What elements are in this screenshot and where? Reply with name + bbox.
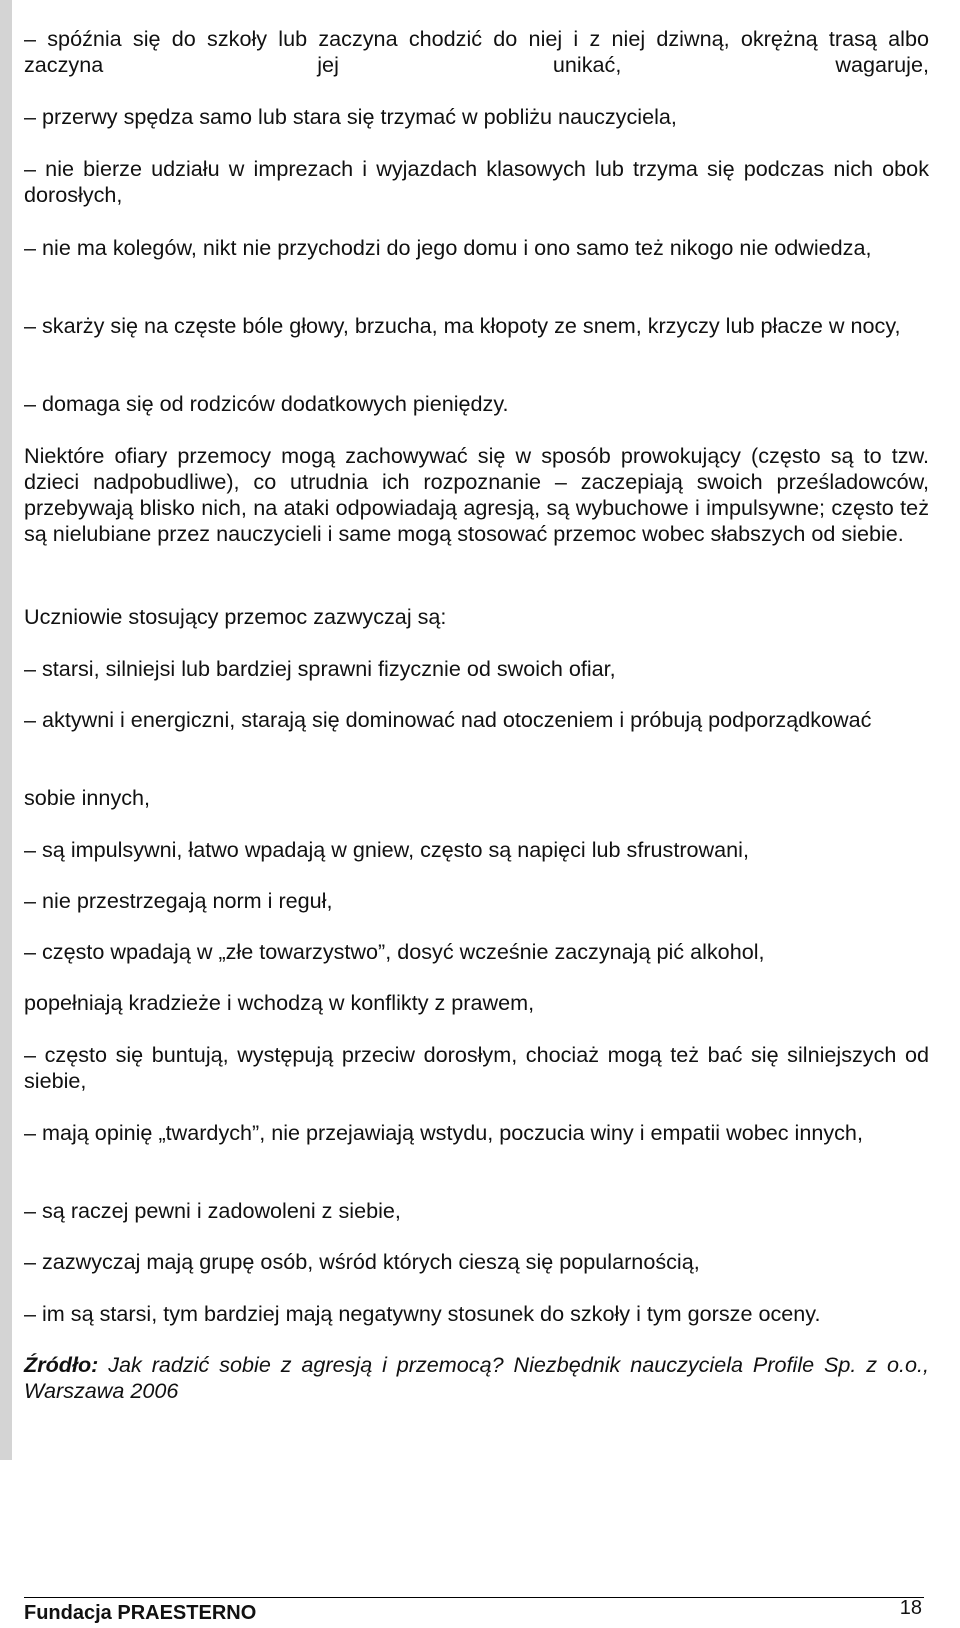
paragraph-15: popełniają kradzieże i wchodzą w konflikty z prawem, bbox=[24, 990, 535, 1015]
paragraph-11: sobie innych, bbox=[24, 785, 151, 810]
paragraph-13: – nie przestrzegają norm i reguł, bbox=[24, 888, 333, 913]
paragraph-16: – często się buntują, występują przeciw dorosłym, chociaż mogą też bać się silniejszych od siebie, bbox=[24, 1042, 929, 1093]
paragraph-8: Uczniowie stosujący przemoc zazwyczaj są: bbox=[24, 604, 447, 629]
paragraph-20: – im są starsi, tym bardziej mają negatywny stosunek do szkoły i tym gorsze oceny. bbox=[24, 1301, 821, 1326]
paragraph-17: – mają opinię „twardych”, nie przejawiają wstydu, poczucia winy i empatii wobec innych, bbox=[24, 1120, 863, 1145]
paragraph-12: – są impulsywni, łatwo wpadają w gniew, często są napięci lub sfrustrowani, bbox=[24, 837, 749, 862]
paragraph-19: – zazwyczaj mają grupę osób, wśród których cieszą się popularnością, bbox=[24, 1249, 700, 1274]
paragraph-6: – domaga się od rodziców dodatkowych pieniędzy. bbox=[24, 391, 509, 416]
paragraph-14: – często wpadają w „złe towarzystwo”, dosyć wcześnie zaczynają pić alkohol, bbox=[24, 939, 765, 964]
source-citation bbox=[24, 1352, 929, 1404]
paragraph-3: – nie bierze udziału w imprezach i wyjazdach klasowych lub trzyma się podczas nich obok dorosłych, bbox=[24, 156, 929, 207]
paragraph-5: – skarży się na częste bóle głowy, brzucha, ma kłopoty ze snem, krzyczy lub płacze w nocy, bbox=[24, 313, 901, 338]
paragraph-10: – aktywni i energiczni, starają się dominować nad otoczeniem i próbują podporządkować bbox=[24, 707, 872, 732]
paragraph-7: Niektóre ofiary przemocy mogą zachowywać się w sposób prowokujący (często są to tzw. dzieci nadpobudliwe), co utrudnia ich rozpoznanie – zaczepiają swoich prześladowców, przebywają blisko nich, na ataki odpowiadają agresją, są wybuchowe i impulsywne; często też są nielubiane przez nauczycieli i same mogą stosować przemoc wobec słabszych od siebie. bbox=[24, 443, 929, 546]
footer-divider bbox=[24, 1597, 924, 1598]
paragraph-1: – spóźnia się do szkoły lub zaczyna chodzić do niej i z niej dziwną, okrężną trasą albo zaczyna jej unikać, wagaruje, bbox=[24, 26, 929, 77]
left-margin-bar bbox=[0, 0, 12, 1460]
paragraph-4: – nie ma kolegów, nikt nie przychodzi do jego domu i ono samo też nikogo nie odwiedza, bbox=[24, 235, 872, 260]
source-text: Jak radzić sobie z agresją i przemocą? Niezbędnik nauczyciela Profile Sp. z o.o., Warszawa 2006 bbox=[24, 1352, 929, 1403]
paragraph-2: – przerwy spędza samo lub stara się trzymać w pobliżu nauczyciela, bbox=[24, 104, 677, 129]
paragraph-18: – są raczej pewni i zadowoleni z siebie, bbox=[24, 1198, 401, 1223]
paragraph-9: – starsi, silniejsi lub bardziej sprawni fizycznie od swoich ofiar, bbox=[24, 656, 616, 681]
source-label: Źródło: bbox=[24, 1352, 99, 1377]
footer-organization: Fundacja PRAESTERNO bbox=[24, 1602, 257, 1624]
page-number: 18 bbox=[899, 1597, 922, 1619]
